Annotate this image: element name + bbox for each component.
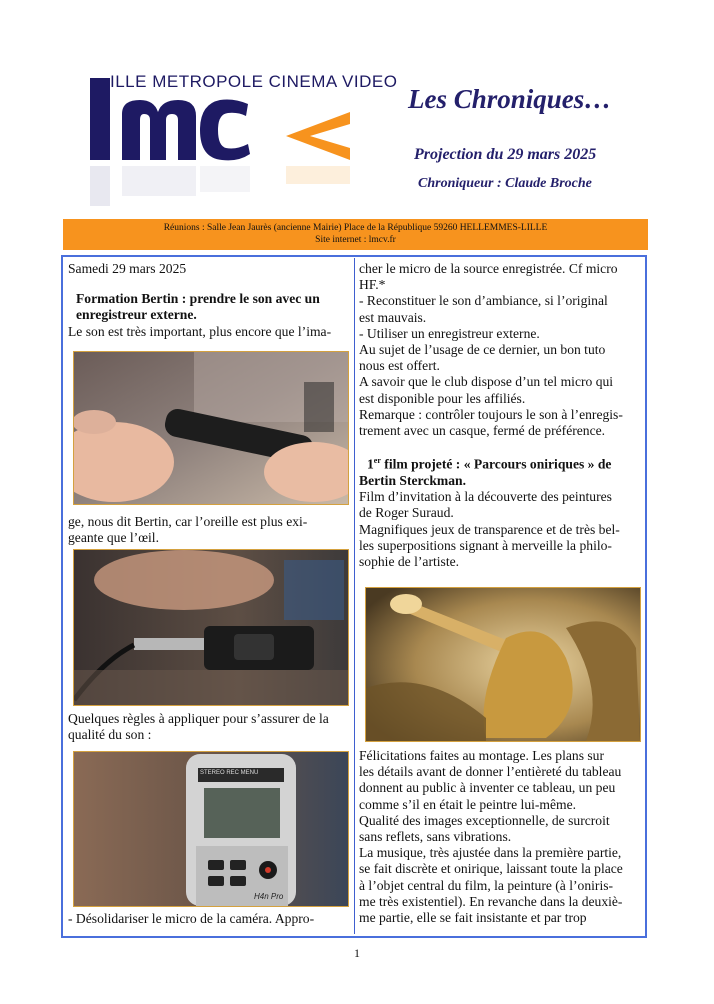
recorder-button-labels: STEREO REC MENU — [200, 770, 259, 776]
film-number-suffix: er — [373, 456, 381, 466]
paragraph-g3a: La musique, très ajustée dans la première partie, — [359, 845, 622, 861]
paragraph-r5b: nous est offert. — [359, 358, 440, 374]
paragraph-f1a: Film d’invitation à la découverte des peintures — [359, 489, 612, 505]
paragraph-g2b: sans reflets, sans vibrations. — [359, 829, 512, 845]
projection-subtitle: Projection du 29 mars 2025 — [414, 146, 597, 163]
film-heading-text: film projeté : « Parcours oniriques » de — [380, 456, 612, 472]
article-date: Samedi 29 mars 2025 — [68, 261, 187, 276]
section-heading-formation: Formation Bertin : prendre le son avec un enregistreur externe. — [76, 291, 320, 323]
photo-recorder-cable — [73, 549, 349, 706]
paragraph-ear-line1: ge, nous dit Bertin, car l’oreille est plus exi- — [68, 514, 308, 529]
paragraph-rules-line1: Quelques règles à appliquer pour s’assurer de la — [68, 711, 329, 726]
paragraph-f2c: sophie de l’artiste. — [359, 553, 460, 569]
page-title: Les Chroniques… — [408, 84, 612, 114]
banner-address: Réunions : Salle Jean Jaurès (ancienne Mairie) Place de la République 59260 HELLEMMES-LILLE — [163, 223, 548, 233]
section-heading-film — [359, 453, 643, 473]
paragraph-ear-line2: geante que l’œil. — [68, 530, 159, 546]
page-number: 1 — [354, 946, 360, 960]
left-column-mid — [68, 514, 352, 546]
paragraph-r1: cher le micro de la source enregistrée. Cf micro — [359, 261, 618, 276]
paragraph-g3e: me partie, elle se fait insistante et par trop — [359, 910, 587, 926]
paragraph-g1d: comme s’il en était le peintre lui-même. — [359, 796, 577, 812]
paragraph-g1a: Félicitations faites au montage. Les plans sur — [359, 748, 605, 763]
column-divider — [354, 258, 355, 934]
paragraph-r6a: A savoir que le club dispose d’un tel micro qui — [359, 374, 614, 390]
meeting-banner — [63, 219, 648, 250]
paragraph-r3b: est mauvais. — [359, 309, 427, 325]
right-column — [359, 261, 643, 570]
paragraph-r2: HF.* — [359, 277, 386, 293]
paragraph-intro: Le son est très important, plus encore que l’ima- — [68, 323, 332, 339]
right-column-bottom — [359, 748, 643, 926]
paragraph-g3d: me très existentiel). En revanche dans la deuxiè- — [359, 893, 623, 909]
film-number: 1 — [367, 456, 374, 472]
left-column — [68, 261, 352, 340]
paragraph-g1c: donnent au public à inventer ce tableau, un peu — [359, 780, 616, 796]
paragraph-g3c: à l’objet central du film, la peinture (à l’oniris- — [359, 877, 614, 893]
paragraph-r3a: - Reconstituer le son d’ambiance, si l’original — [359, 293, 608, 309]
left-column-rules — [68, 711, 352, 743]
recorder-brand: H4n Pro — [254, 892, 284, 901]
photo-microphone-hand — [73, 351, 349, 505]
paragraph-r7a: Remarque : contrôler toujours le son à l’enregis- — [359, 406, 623, 422]
paragraph-g3b: se fait discrète et onirique, laissant toute la place — [359, 861, 623, 877]
logo-tagline: ILLE METROPOLE CINEMA VIDEO — [110, 72, 398, 91]
paragraph-f2a: Magnifiques jeux de transparence et de très bel- — [359, 521, 620, 537]
paragraph-g1b: les détails avant de donner l’entièreté du tableau — [359, 764, 622, 780]
paragraph-mic-rule: - Désolidariser le micro de la caméra. Appro- — [68, 911, 315, 926]
paragraph-r4: - Utiliser un enregistreur externe. — [359, 325, 540, 341]
paragraph-r7b: trement avec un casque, fermé de préférence. — [359, 423, 606, 439]
chronicler-line: Chroniqueur : Claude Broche — [418, 176, 592, 191]
banner-website: Site internet : lmcv.fr — [315, 235, 396, 245]
paragraph-r6b: est disponible pour les affiliés. — [359, 390, 526, 406]
left-column-bottom — [68, 911, 352, 927]
paragraph-g2a: Qualité des images exceptionnelle, de surcroit — [359, 812, 610, 828]
photo-painting-trumpet — [365, 587, 641, 742]
photo-h4n-recorder — [73, 751, 349, 907]
paragraph-r5a: Au sujet de l’usage de ce dernier, un bon tuto — [359, 342, 606, 358]
paragraph-f1b: de Roger Suraud. — [359, 505, 454, 521]
paragraph-rules-line2: qualité du son : — [68, 727, 152, 743]
film-heading-author: Bertin Sterckman. — [359, 472, 466, 488]
paragraph-f2b: les superpositions signant à merveille la philo- — [359, 537, 612, 553]
